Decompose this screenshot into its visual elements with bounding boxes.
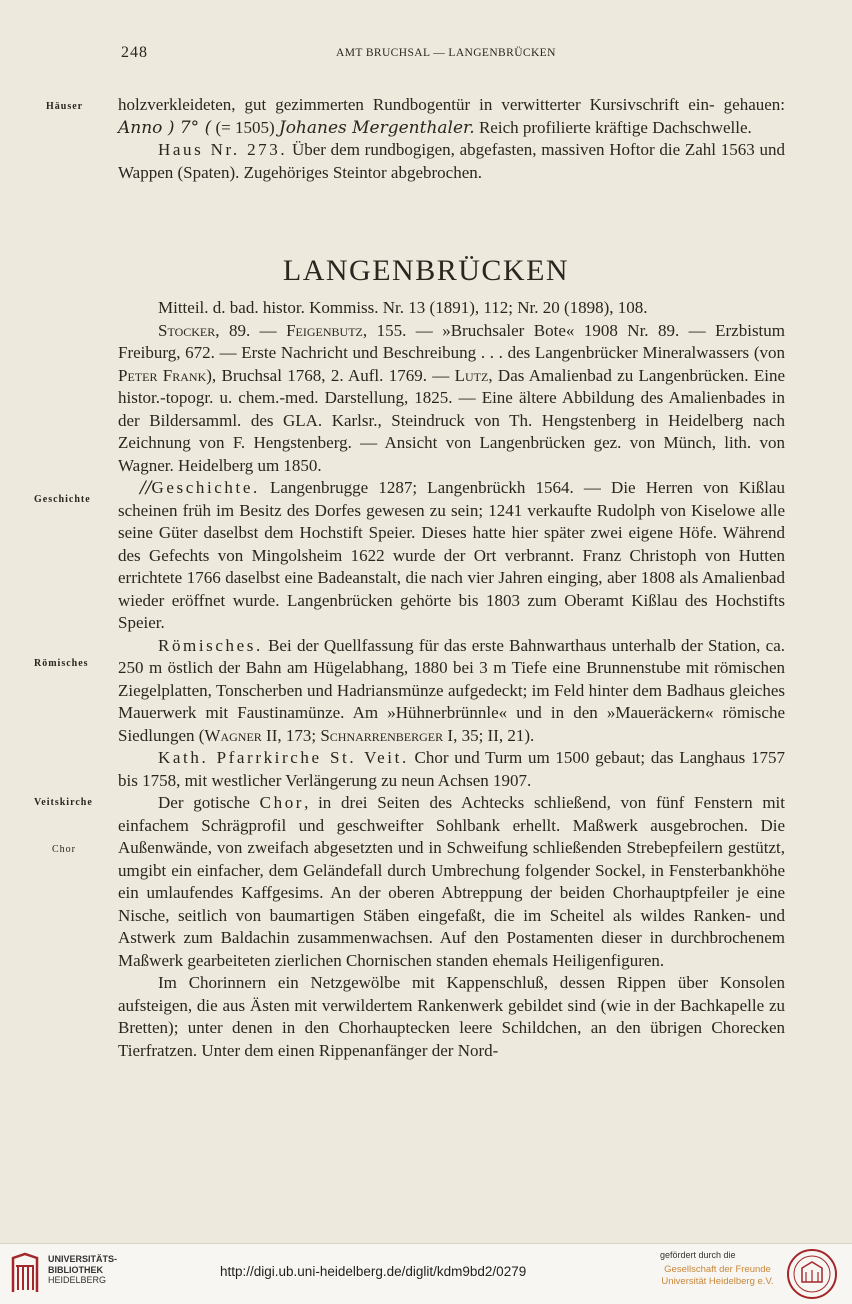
haus-273-paragraph <box>118 139 785 184</box>
society-name[interactable] <box>655 1264 780 1288</box>
library-name-line-3: HEIDELBERG <box>48 1275 107 1285</box>
haeuser-line-1: holzverkleideten, gut gezimmerten Rundbogentür in verwitterter Kursivschrift ein- <box>118 95 715 114</box>
margin-note-chor: Chor <box>52 844 76 855</box>
running-head: AMT BRUCHSAL — LANGENBRÜCKEN <box>336 47 556 59</box>
library-logo-icon[interactable] <box>10 1252 40 1294</box>
society-name-line-1: Gesellschaft der Freunde <box>664 1264 771 1275</box>
margin-note-roemisches: Römisches <box>34 658 89 669</box>
author-feigenbutz: Feigenbutz <box>286 320 363 340</box>
geschichte-text: Langenbrugge 1287; Langenbrückh 1564. — Die Herren von Kißlau scheinen früh im Besitz des Dorfes gewesen zu sein; 1241 verkaufte Rudolph von Kiselowe alle seine Güter daselbst dem Hochstift Speier. Dieses hatte hier später zwei eigene Höfe. Während des Gefechts von Mingolsheim 1622 wurde der Ort verbrannt. Franz Christoph von Hutten errichtete 1766 daselbst eine Badeanstalt, die nach vier Jahren einging, aber 1808 als Amalienbad wieder eröffnet wurde. Langenbrücken gehörte bis 1803 zum Oberamt Kißlau des Hochstifts Speier. <box>118 478 785 632</box>
veitskirche-text: Chor und Turm um 1500 gebaut; das Langhaus 1757 bis 1758, mit westlicher Verlängerung zu neun Achsen 1907. <box>118 748 785 790</box>
margin-note-haeuser: Häuser <box>46 101 84 112</box>
chor-text: , in drei Seiten des Achtecks schließend, von fünf Fenstern mit einfachem Schrägprofil und geschweifter Sohlbank erhellt. Maßwerk ausgebrochen. Die Außenwände, von zweifach abgesetzten und in Schweifung schließenden Strebepfeilern gestützt, umgibt ein einfacher, dem Geländefall durch Umbrechung folgender Sockel, in Fensterbankhöhe ein umlaufendes Kaffgesims. An der oberen Abtreppung der beiden Chorhauptpfeiler je eine Nische, seitlich von baumartigen Stäben eingefaßt, die im Scheitel als wildes Ranken- und Astwerk zum Baldachin zusammenwachsen. Auf den Postamenten dieser in durchbrochenem Maßwerk gearbeiteten zierlichen Chornischen standen ehemals Heiligenfiguren. <box>118 793 785 970</box>
chor-paragraph <box>118 792 785 972</box>
margin-note-geschichte: Geschichte <box>34 494 91 505</box>
society-name-line-2: Universität Heidelberg e.V. <box>661 1276 774 1287</box>
author-peter-frank: Peter Frank <box>118 365 207 385</box>
geschichte-paragraph <box>118 477 785 635</box>
margin-note-veitskirche: Veitskirche <box>34 797 93 808</box>
literature-line-1: Mitteil. d. bad. histor. Kommiss. Nr. 13 (1891), 112; Nr. 20 (1898), 108. <box>158 298 648 317</box>
permalink-url[interactable]: http://digi.ub.uni-heidelberg.de/diglit/kdm9bd2/0279 <box>220 1264 527 1279</box>
funded-by-label: gefördert durch die <box>660 1250 736 1260</box>
chorinnern-paragraph: Im Chorinnern ein Netzgewölbe mit Kappenschluß, dessen Rippen über Konsolen aufsteigen, die aus Ästen mit verwildertem Rankenwerk gebildet sind (wie in der Bachkapelle zu Bretten); unter denen in den Chorhauptecken leere Schildchen, an den übrigen Chorecken Tierfratzen. Unter dem einen Rippenanfänger der Nord- <box>118 973 785 1060</box>
literature-text-3: ), Bruchsal 1768, 2. Aufl. 1769. — <box>206 365 455 385</box>
library-name-line-2: BIBLIOTHEK <box>48 1264 103 1275</box>
chor-pre: Der gotische <box>158 793 260 812</box>
veitskirche-paragraph <box>118 747 785 792</box>
handwritten-mark: // <box>140 478 152 498</box>
haeuser-section <box>118 94 785 184</box>
roemisches-text-3: I, 35; II, 21). <box>443 725 535 745</box>
haeuser-line-2-post: Reich profilierte kräftige <box>474 117 648 137</box>
roemisches-label: Römisches. <box>158 635 263 655</box>
literature-text-1: , 89. — <box>215 320 287 340</box>
literature-text-2: , 155. — »Bruchsaler Bote« 1908 Nr. 89. — Erzbistum Freiburg, 672. — Erste Nachricht und Beschreibung . . . des Langenbrücker Mineralwassers (von <box>118 320 786 362</box>
library-name[interactable] <box>48 1254 117 1286</box>
haeuser-line-2-pre: gehauen: <box>723 95 786 114</box>
footer-bar <box>0 1243 852 1304</box>
library-name-line-1: UNIVERSITÄTS- <box>48 1254 118 1264</box>
haeuser-line-2-mid: (= 1505) <box>211 117 279 137</box>
veitskirche-label: Kath. Pfarrkirche St. Veit. <box>158 748 409 767</box>
chor-label: Chor <box>259 793 305 812</box>
roemisches-paragraph <box>118 635 785 748</box>
university-seal-icon[interactable] <box>786 1248 838 1300</box>
page-header <box>0 44 852 68</box>
literature-paragraph <box>118 320 785 478</box>
author-schnarrenberger: Schnarrenberger <box>320 725 444 745</box>
haeuser-line-3: Dachschwelle. <box>652 117 752 137</box>
geschichte-label: Geschichte. <box>151 478 260 497</box>
inscription-name: Johanes Mergenthaler. <box>278 117 475 138</box>
page-number: 248 <box>121 44 148 61</box>
roemisches-text: Bei der Quellfassung für das erste Bahnwarthaus unterhalb der Station, ca. 250 m östlich der Bahn am Hügelabhang, 1880 bei 3 m Tiefe eine Brunnenstube mit römischen Ziegelplatten, Tonscherben und Hadriansmünze aufgedeckt; im Feld hinter dem Badhaus gleiches Mauerwerk mit Faustinamünze. Am »Hühnerbrünnle« und in den »Maueräckern« römische Siedlungen ( <box>118 635 785 745</box>
literature-text-4: , Das Amalienbad zu Langenbrücken. Eine histor.-topogr. u. chem.-med. Darstellung, 1825. — Eine ältere Abbildung des Amalienbades in der Bildersamml. des GLA. Karlsr., Steindruck von Th. Hengstenberg in Heidelberg nach Zeichnung von F. Hengstenberg. — Ansicht von Langenbrücken gez. von Münch, lith. von Wagner. Heidelberg um 1850. <box>118 365 785 475</box>
roemisches-text-2: II, 173; <box>261 725 321 745</box>
haus-number-label: Haus Nr. 273. <box>158 140 288 159</box>
author-stocker: Stocker <box>158 320 216 340</box>
author-lutz: Lutz <box>454 365 489 385</box>
section-title: LANGENBRÜCKEN <box>282 254 570 287</box>
haus-273-text: Über dem rundbogigen, abgefasten, massiven Hoftor die Zahl 1563 und Wappen (Spaten). Zugehöriges Steintor abgebrochen. <box>118 140 785 182</box>
handwritten-year: Anno ) 7° ( <box>118 117 212 138</box>
haeuser-paragraph <box>118 94 785 139</box>
author-wagner: Wagner <box>204 725 262 745</box>
literature-section <box>118 297 785 1062</box>
